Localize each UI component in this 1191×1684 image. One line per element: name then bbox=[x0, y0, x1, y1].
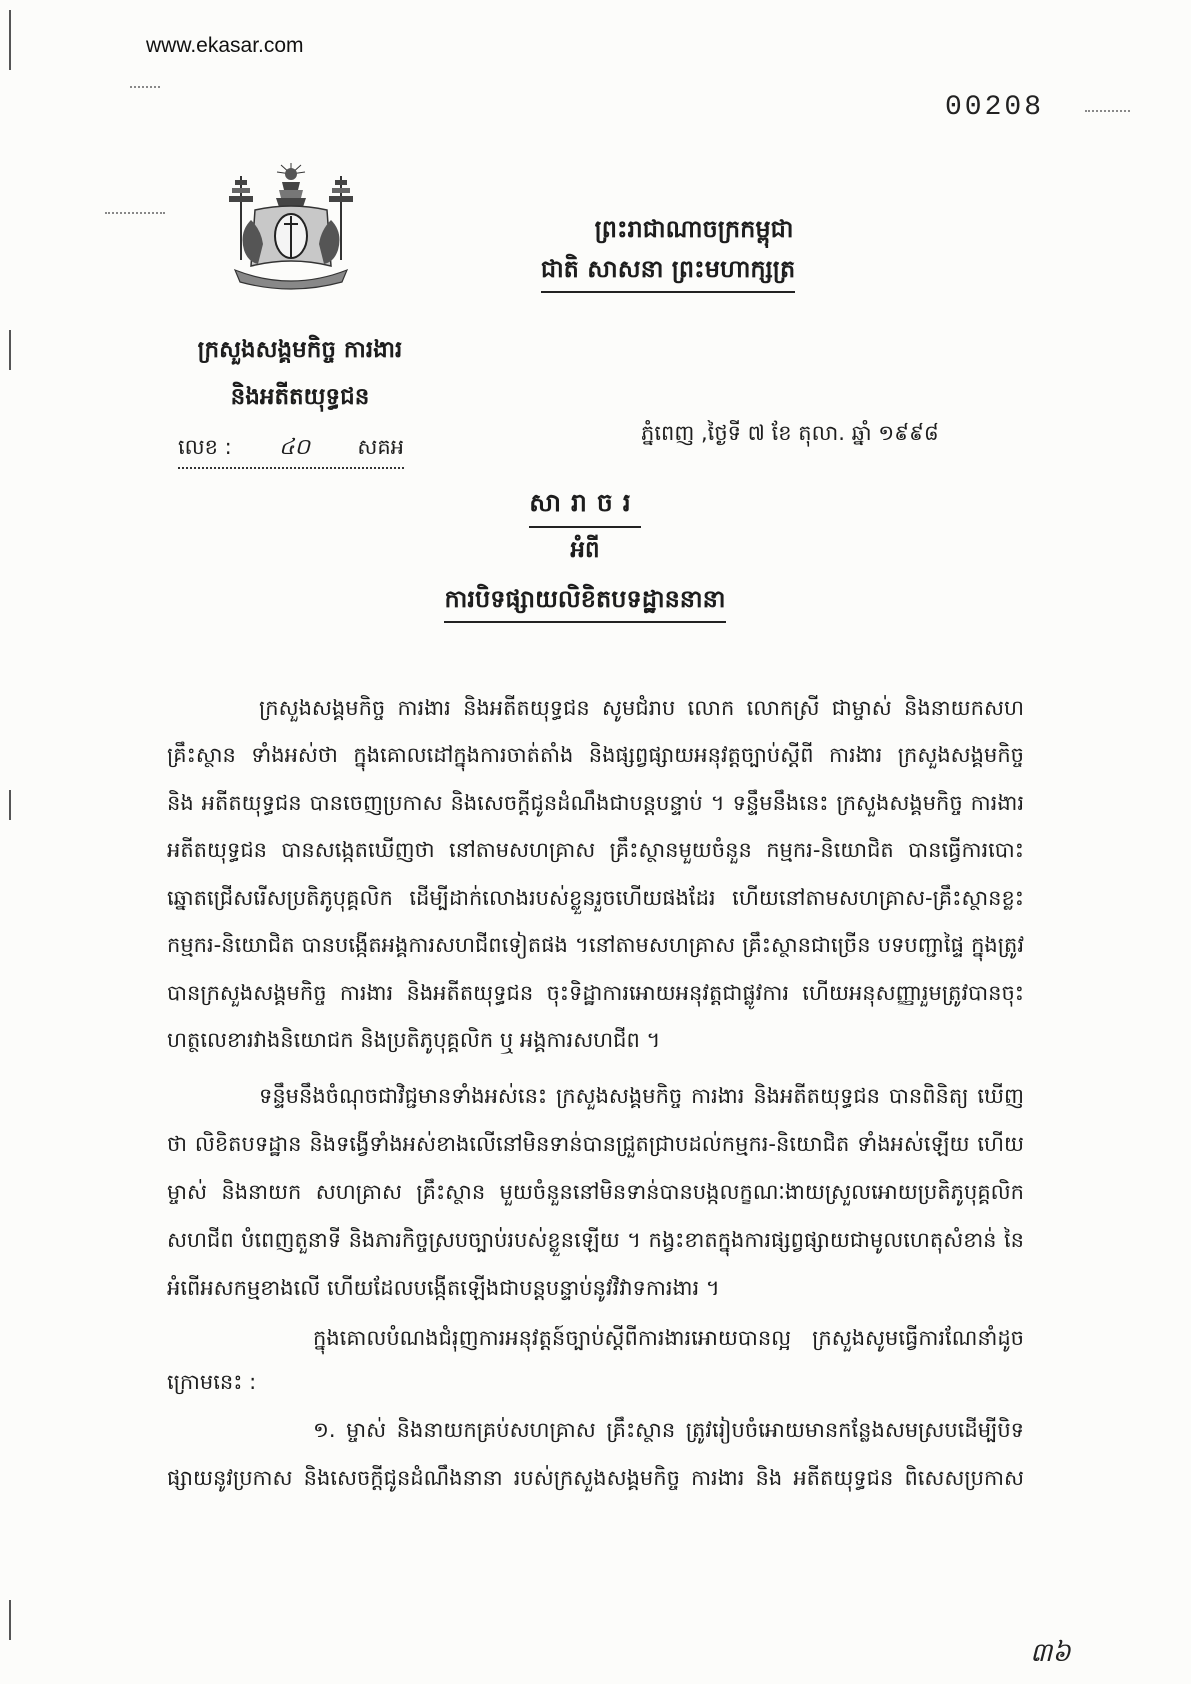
royal-coat-of-arms-emblem bbox=[221, 162, 361, 297]
scan-edge-mark bbox=[9, 790, 11, 820]
body-text-line: អតីតយុទ្ធជន បានសង្កេតឃើញថា នៅតាមសហគ្រាស គ្រឹះស្ថានមួយចំនួន កម្មករ-និយោជិត បានធ្វើការបោះ bbox=[167, 838, 1024, 862]
date-line: ភ្នំពេញ ,ថ្ងៃទី ៧ ខែ តុលា. ឆ្នាំ ១៩៩៨ bbox=[641, 421, 939, 445]
body-text-line: គ្រឹះស្ថាន ទាំងអស់ថា ក្នុងគោលដៅក្នុងការចាត់តាំង និងផ្សព្វផ្សាយអនុវត្តច្បាប់ស្តីពី ការងារ ក្រសួងសង្គមកិច្ច bbox=[167, 743, 1024, 767]
scan-edge-mark bbox=[9, 1600, 11, 1640]
body-text-line: ហត្ថលេខារវាងនិយោជក និងប្រតិភូបុគ្គលិក ឬ អង្គការសហជីព ។ bbox=[167, 1028, 661, 1052]
reference-number-line bbox=[178, 433, 404, 469]
ministry-name-line2: និងអតីតយុទ្ធជន bbox=[230, 384, 370, 410]
national-motto-text: ជាតិ សាសនា ព្រះមហាក្សត្រ bbox=[541, 254, 795, 293]
body-text-line: កម្មករ-និយោជិត បានបង្កើតអង្គការសហជីពទៀតផង ។នៅតាមសហគ្រាស គ្រឹះស្ថានជាច្រើន បទបញ្ជាផ្ទៃ ក្នុងត្រូវ bbox=[167, 933, 1024, 957]
document-type-text: សារាចរ bbox=[529, 488, 640, 528]
scan-noise-dots bbox=[1085, 110, 1130, 112]
body-text-line: បានក្រសួងសង្គមកិច្ច ការងារ និងអតីតយុទ្ធជន ចុះទិដ្ឋាការអោយអនុវត្តជាផ្លូវការ ហើយអនុសញ្ញារួមត្រូវបានចុះ bbox=[167, 981, 1024, 1005]
reference-code: សគអ bbox=[357, 435, 404, 459]
body-text-line: សហជីព បំពេញតួនាទី និងភារកិច្ចស្របច្បាប់របស់ខ្លួនឡើយ ។ កង្វះខាតក្នុងការផ្សព្វផ្សាយជាមូលហេតុសំខាន់ នៃ bbox=[167, 1228, 1024, 1252]
ministry-name-line1: ក្រសួងសង្គមកិច្ច ការងារ bbox=[197, 337, 403, 363]
scan-edge-mark bbox=[9, 10, 11, 70]
watermark-url: www.ekasar.com bbox=[146, 34, 304, 57]
list-item-line: ១. ម្ចាស់ និងនាយកគ្រប់សហគ្រាស គ្រឹះស្ថាន ត្រូវរៀបចំអោយមានកន្លែងសមស្របដើម្បីបិទ bbox=[313, 1418, 1024, 1442]
title-about: អំពី bbox=[570, 537, 600, 563]
body-text-line: អំពើអសកម្មខាងលើ ហើយដែលបង្កើតឡើងជាបន្តបន្ទាប់នូវវិវាទការងារ ។ bbox=[167, 1276, 720, 1300]
reference-number: ៤០ bbox=[278, 435, 311, 460]
scan-edge-mark bbox=[9, 330, 11, 370]
page-number: ៣៦ bbox=[1030, 1638, 1071, 1668]
kingdom-title: ព្រះរាជាណាចក្រកម្ពុជា bbox=[594, 215, 794, 243]
document-type-title bbox=[335, 488, 835, 528]
body-text-line: ក្រសួងសង្គមកិច្ច ការងារ និងអតីតយុទ្ធជន សូមជំរាប លោក លោកស្រី ជាម្ចាស់ និងនាយកសហ bbox=[259, 696, 1024, 720]
scan-noise-dots bbox=[105, 212, 165, 214]
national-motto bbox=[508, 254, 828, 293]
body-text-line: ម្ចាស់ និងនាយក សហគ្រាស គ្រឹះស្ថាន មួយចំនួននៅមិនទាន់បានបង្កលក្ខណៈងាយស្រួលអោយប្រតិភូបុគ្គលិក bbox=[167, 1180, 1024, 1204]
document-subject-text: ការបិទផ្សាយលិខិតបទដ្ឋាននានា bbox=[444, 584, 725, 623]
document-number-stamp: 00208 bbox=[945, 92, 1045, 123]
body-text-line: ទន្ទឹមនឹងចំណុចជាវិជ្ជមានទាំងអស់នេះ ក្រសួងសង្គមកិច្ច ការងារ និងអតីតយុទ្ធជន បានពិនិត្យ ឃើញ bbox=[259, 1084, 1024, 1108]
body-text-line: ក្នុងគោលបំណងជំរុញការអនុវត្តន៍ច្បាប់ស្តីពីការងារអោយបានល្អ ក្រសួងសូមធ្វើការណែនាំដូច bbox=[313, 1326, 1024, 1350]
body-text-line: និង អតីតយុទ្ធជន បានចេញប្រកាស និងសេចក្តីជូនដំណឹងជាបន្តបន្ទាប់ ។ ទន្ទឹមនឹងនេះ ក្រសួងសង្គមកិច្ច ការងារ bbox=[167, 791, 1024, 815]
body-text-line: ក្រោមនេះ : bbox=[167, 1370, 257, 1394]
reference-label: លេខ : bbox=[178, 435, 232, 459]
document-subject bbox=[335, 584, 835, 623]
scan-noise-dots bbox=[130, 86, 160, 88]
list-item-line: ផ្សាយនូវប្រកាស និងសេចក្តីជូនដំណឹងនានា របស់ក្រសួងសង្គមកិច្ច ការងារ និង អតីតយុទ្ធជន ពិសេសប្រកាស bbox=[167, 1466, 1024, 1490]
body-text-line: ថា លិខិតបទដ្ឋាន និងទង្វើទាំងអស់ខាងលើនៅមិនទាន់បានជ្រួតជ្រាបដល់កម្មករ-និយោជិត ទាំងអស់ឡើយ ហើយ bbox=[167, 1132, 1024, 1156]
body-text-line: ឆ្នោតជ្រើសរើសប្រតិភូបុគ្គលិក ដើម្បីដាក់លោងរបស់ខ្លួនរួចហើយផងដែរ ហើយនៅតាមសហគ្រាស-គ្រឹះស្ថានខ្លះ bbox=[167, 886, 1024, 910]
